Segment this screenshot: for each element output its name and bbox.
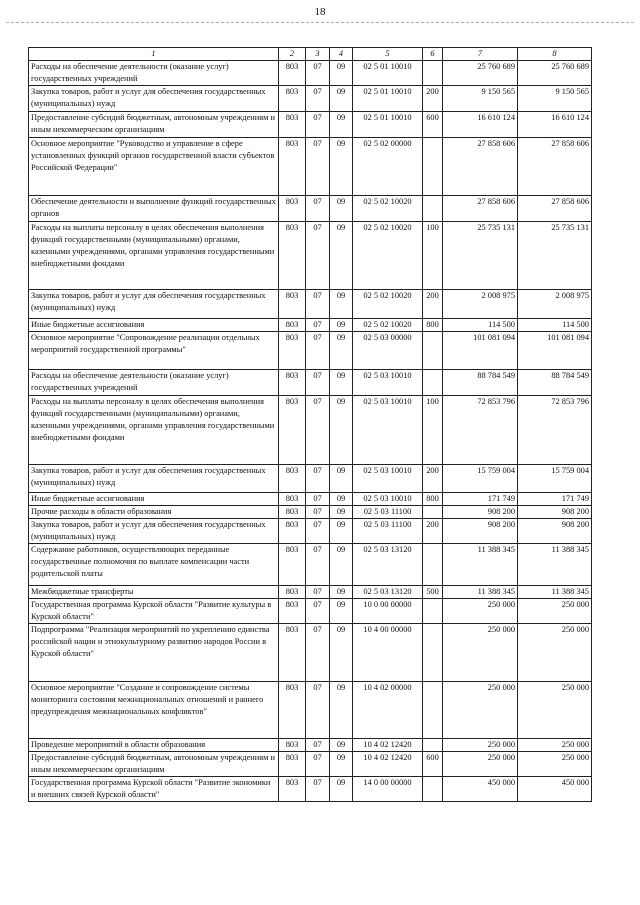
- gr-code: 803: [279, 682, 306, 739]
- expense-type: [423, 599, 443, 624]
- section-code: 07: [306, 112, 330, 138]
- gr-code: 803: [279, 370, 306, 396]
- gr-code: 803: [279, 752, 306, 777]
- amount-col7: 88 784 549: [443, 370, 518, 396]
- target-article: 10 4 02 00000: [353, 682, 423, 739]
- gr-code: 803: [279, 196, 306, 222]
- subsection-code: 09: [330, 196, 353, 222]
- row-name: Содержание работников, осуществляющих переданные государственные полномочия по выплате компенсации части родительской платы: [29, 544, 279, 586]
- subsection-code: 09: [330, 61, 353, 86]
- amount-col7: 250 000: [443, 624, 518, 682]
- gr-code: 803: [279, 506, 306, 519]
- target-article: 10 4 00 00000: [353, 624, 423, 682]
- gr-code: 803: [279, 138, 306, 196]
- row-name: Проведение мероприятий в области образования: [29, 739, 279, 752]
- amount-col8: 450 000: [518, 777, 592, 802]
- subsection-code: 09: [330, 506, 353, 519]
- col-header-6: 6: [423, 48, 443, 61]
- gr-code: 803: [279, 290, 306, 319]
- amount-col8: 72 853 796: [518, 396, 592, 465]
- amount-col7: 27 858 606: [443, 138, 518, 196]
- table-row: [29, 777, 592, 802]
- row-name: Основное мероприятие "Руководство и управление в сфере установленных функций органов государственной власти субъектов Российской Федерации": [29, 138, 279, 196]
- table-row: [29, 138, 592, 196]
- expense-type: [423, 506, 443, 519]
- subsection-code: 09: [330, 396, 353, 465]
- section-code: 07: [306, 332, 330, 370]
- target-article: 02 5 03 10010: [353, 465, 423, 493]
- table-row: [29, 112, 592, 138]
- target-article: 02 5 03 10010: [353, 370, 423, 396]
- gr-code: 803: [279, 519, 306, 544]
- amount-col8: 25 735 131: [518, 222, 592, 290]
- subsection-code: 09: [330, 86, 353, 112]
- expense-type: 600: [423, 112, 443, 138]
- expense-type: [423, 61, 443, 86]
- amount-col7: 908 200: [443, 506, 518, 519]
- table-row: [29, 752, 592, 777]
- subsection-code: 09: [330, 599, 353, 624]
- section-code: 07: [306, 319, 330, 332]
- table-row: [29, 519, 592, 544]
- expense-type: [423, 624, 443, 682]
- page-number: 18: [314, 6, 326, 18]
- subsection-code: 09: [330, 624, 353, 682]
- row-name: Предоставление субсидий бюджетным, автономным учреждениям и иным некоммерческим организациям: [29, 752, 279, 777]
- section-code: 07: [306, 222, 330, 290]
- expense-type: 800: [423, 493, 443, 506]
- subsection-code: 09: [330, 319, 353, 332]
- target-article: 02 5 02 10020: [353, 222, 423, 290]
- table-row: [29, 599, 592, 624]
- target-article: 02 5 03 10010: [353, 493, 423, 506]
- target-article: 02 5 03 11100: [353, 519, 423, 544]
- table-row: [29, 739, 592, 752]
- section-code: 07: [306, 586, 330, 599]
- amount-col7: 16 610 124: [443, 112, 518, 138]
- target-article: 02 5 02 10020: [353, 196, 423, 222]
- target-article: 10 4 02 12420: [353, 752, 423, 777]
- col-header-1: 1: [29, 48, 279, 61]
- expense-type: [423, 370, 443, 396]
- subsection-code: 09: [330, 222, 353, 290]
- amount-col7: 11 388 345: [443, 586, 518, 599]
- section-code: 07: [306, 196, 330, 222]
- section-code: 07: [306, 682, 330, 739]
- amount-col8: 88 784 549: [518, 370, 592, 396]
- expense-type: 500: [423, 586, 443, 599]
- table-row: [29, 506, 592, 519]
- amount-col7: 114 500: [443, 319, 518, 332]
- expense-type: 200: [423, 465, 443, 493]
- gr-code: 803: [279, 777, 306, 802]
- table-row: [29, 465, 592, 493]
- target-article: 02 5 03 00000: [353, 332, 423, 370]
- subsection-code: 09: [330, 290, 353, 319]
- section-code: 07: [306, 599, 330, 624]
- subsection-code: 09: [330, 544, 353, 586]
- gr-code: 803: [279, 586, 306, 599]
- amount-col8: 101 081 094: [518, 332, 592, 370]
- amount-col8: 11 388 345: [518, 586, 592, 599]
- amount-col7: 11 388 345: [443, 544, 518, 586]
- section-code: 07: [306, 138, 330, 196]
- expense-type: 100: [423, 222, 443, 290]
- expense-type: [423, 544, 443, 586]
- amount-col8: 25 760 689: [518, 61, 592, 86]
- target-article: 02 5 03 11100: [353, 506, 423, 519]
- section-code: 07: [306, 752, 330, 777]
- amount-col7: 908 200: [443, 519, 518, 544]
- target-article: 14 0 00 00000: [353, 777, 423, 802]
- row-name: Расходы на обеспечение деятельности (оказание услуг) государственных учреждений: [29, 61, 279, 86]
- expense-type: [423, 332, 443, 370]
- table-row: [29, 332, 592, 370]
- target-article: 02 5 02 10020: [353, 319, 423, 332]
- amount-col7: 72 853 796: [443, 396, 518, 465]
- amount-col8: 15 759 004: [518, 465, 592, 493]
- amount-col8: 2 008 975: [518, 290, 592, 319]
- section-code: 07: [306, 290, 330, 319]
- row-name: Иные бюджетные ассигнования: [29, 319, 279, 332]
- target-article: 02 5 01 10010: [353, 112, 423, 138]
- amount-col8: 250 000: [518, 739, 592, 752]
- row-name: Межбюджетные трансферты: [29, 586, 279, 599]
- amount-col8: 11 388 345: [518, 544, 592, 586]
- section-code: 07: [306, 493, 330, 506]
- subsection-code: 09: [330, 465, 353, 493]
- table-row: [29, 370, 592, 396]
- row-name: Расходы на обеспечение деятельности (оказание услуг) государственных учреждений: [29, 370, 279, 396]
- row-name: Иные бюджетные ассигнования: [29, 493, 279, 506]
- section-code: 07: [306, 465, 330, 493]
- amount-col8: 27 858 606: [518, 196, 592, 222]
- subsection-code: 09: [330, 493, 353, 506]
- col-header-3: 3: [306, 48, 330, 61]
- table-row: [29, 493, 592, 506]
- col-header-8: 8: [518, 48, 592, 61]
- subsection-code: 09: [330, 519, 353, 544]
- amount-col7: 25 760 689: [443, 61, 518, 86]
- expense-type: 600: [423, 752, 443, 777]
- table-row: [29, 61, 592, 86]
- expense-type: 200: [423, 290, 443, 319]
- amount-col7: 250 000: [443, 599, 518, 624]
- target-article: 02 5 02 00000: [353, 138, 423, 196]
- table-row: [29, 682, 592, 739]
- row-name: Закупка товаров, работ и услуг для обеспечения государственных (муниципальных) нужд: [29, 290, 279, 319]
- table-row: [29, 624, 592, 682]
- row-name: Государственная программа Курской области "Развитие экономики и внешних связей Курской области": [29, 777, 279, 802]
- row-name: Закупка товаров, работ и услуг для обеспечения государственных (муниципальных) нужд: [29, 519, 279, 544]
- subsection-code: 09: [330, 752, 353, 777]
- section-code: 07: [306, 61, 330, 86]
- target-article: 02 5 01 10010: [353, 61, 423, 86]
- expense-type: [423, 138, 443, 196]
- gr-code: 803: [279, 544, 306, 586]
- amount-col8: 27 858 606: [518, 138, 592, 196]
- gr-code: 803: [279, 624, 306, 682]
- amount-col8: 171 749: [518, 493, 592, 506]
- table-row: [29, 586, 592, 599]
- row-name: Закупка товаров, работ и услуг для обеспечения государственных (муниципальных) нужд: [29, 465, 279, 493]
- row-name: Расходы на выплаты персоналу в целях обеспечения выполнения функций государственными (муниципальными) органами, казенными учреждениями, органами управления государственными внебюджетными фондами: [29, 222, 279, 290]
- section-code: 07: [306, 519, 330, 544]
- expense-type: 800: [423, 319, 443, 332]
- target-article: 02 5 03 13120: [353, 586, 423, 599]
- target-article: 02 5 02 10020: [353, 290, 423, 319]
- gr-code: 803: [279, 599, 306, 624]
- amount-col7: 171 749: [443, 493, 518, 506]
- section-code: 07: [306, 86, 330, 112]
- section-code: 07: [306, 624, 330, 682]
- table-row: [29, 290, 592, 319]
- col-header-7: 7: [443, 48, 518, 61]
- gr-code: 803: [279, 465, 306, 493]
- subsection-code: 09: [330, 112, 353, 138]
- section-code: 07: [306, 544, 330, 586]
- table-row: [29, 86, 592, 112]
- amount-col8: 250 000: [518, 752, 592, 777]
- expense-type: 200: [423, 519, 443, 544]
- gr-code: 803: [279, 112, 306, 138]
- table-row: [29, 396, 592, 465]
- target-article: 10 4 02 12420: [353, 739, 423, 752]
- amount-col7: 2 008 975: [443, 290, 518, 319]
- table-row: [29, 222, 592, 290]
- amount-col7: 25 735 131: [443, 222, 518, 290]
- amount-col8: 908 200: [518, 506, 592, 519]
- row-name: Прочие расходы в области образования: [29, 506, 279, 519]
- section-code: 07: [306, 370, 330, 396]
- amount-col7: 450 000: [443, 777, 518, 802]
- section-code: 07: [306, 739, 330, 752]
- subsection-code: 09: [330, 370, 353, 396]
- expense-type: [423, 682, 443, 739]
- subsection-code: 09: [330, 332, 353, 370]
- section-code: 07: [306, 506, 330, 519]
- amount-col7: 250 000: [443, 739, 518, 752]
- amount-col8: 250 000: [518, 599, 592, 624]
- row-name: Подпрограмма "Реализация мероприятий по укреплению единства российской нации и этнокультурному развитию народов России в Курской области": [29, 624, 279, 682]
- target-article: 02 5 01 10010: [353, 86, 423, 112]
- col-header-4: 4: [330, 48, 353, 61]
- col-header-2: 2: [279, 48, 306, 61]
- subsection-code: 09: [330, 739, 353, 752]
- gr-code: 803: [279, 332, 306, 370]
- subsection-code: 09: [330, 682, 353, 739]
- col-header-5: 5: [353, 48, 423, 61]
- amount-col7: 250 000: [443, 682, 518, 739]
- amount-col7: 101 081 094: [443, 332, 518, 370]
- amount-col7: 15 759 004: [443, 465, 518, 493]
- target-article: 02 5 03 13120: [353, 544, 423, 586]
- amount-col8: 114 500: [518, 319, 592, 332]
- expense-type: [423, 739, 443, 752]
- section-code: 07: [306, 777, 330, 802]
- gr-code: 803: [279, 319, 306, 332]
- table-row: [29, 196, 592, 222]
- row-name: Основное мероприятие "Сопровождение реализации отдельных мероприятий государственной программы": [29, 332, 279, 370]
- amount-col7: 250 000: [443, 752, 518, 777]
- expense-type: [423, 196, 443, 222]
- gr-code: 803: [279, 61, 306, 86]
- amount-col7: 9 150 565: [443, 86, 518, 112]
- subsection-code: 09: [330, 777, 353, 802]
- table-row: [29, 544, 592, 586]
- gr-code: 803: [279, 222, 306, 290]
- target-article: 10 0 00 00000: [353, 599, 423, 624]
- amount-col7: 27 858 606: [443, 196, 518, 222]
- row-name: Расходы на выплаты персоналу в целях обеспечения выполнения функций государственными (муниципальными) органами, казенными учреждениями, органами управления государственными внебюджетными фондами: [29, 396, 279, 465]
- table-row: [29, 319, 592, 332]
- budget-table: [28, 47, 592, 802]
- row-name: Государственная программа Курской области "Развитие культуры в Курской области": [29, 599, 279, 624]
- row-name: Обеспечение деятельности и выполнение функций государственных органов: [29, 196, 279, 222]
- expense-type: [423, 777, 443, 802]
- row-name: Основное мероприятие "Создание и сопровождение системы мониторинга состояния межнациональных отношений и раннего предупреждения межнациональных конфликтов": [29, 682, 279, 739]
- expense-type: 200: [423, 86, 443, 112]
- subsection-code: 09: [330, 586, 353, 599]
- subsection-code: 09: [330, 138, 353, 196]
- amount-col8: 908 200: [518, 519, 592, 544]
- scan-edge-rule: [6, 22, 634, 23]
- row-name: Предоставление субсидий бюджетным, автономным учреждениям и иным некоммерческим организациям: [29, 112, 279, 138]
- amount-col8: 250 000: [518, 682, 592, 739]
- gr-code: 803: [279, 493, 306, 506]
- gr-code: 803: [279, 86, 306, 112]
- gr-code: 803: [279, 739, 306, 752]
- target-article: 02 5 03 10010: [353, 396, 423, 465]
- section-code: 07: [306, 396, 330, 465]
- amount-col8: 16 610 124: [518, 112, 592, 138]
- row-name: Закупка товаров, работ и услуг для обеспечения государственных (муниципальных) нужд: [29, 86, 279, 112]
- header-row: [29, 48, 592, 61]
- amount-col8: 9 150 565: [518, 86, 592, 112]
- expense-type: 100: [423, 396, 443, 465]
- gr-code: 803: [279, 396, 306, 465]
- amount-col8: 250 000: [518, 624, 592, 682]
